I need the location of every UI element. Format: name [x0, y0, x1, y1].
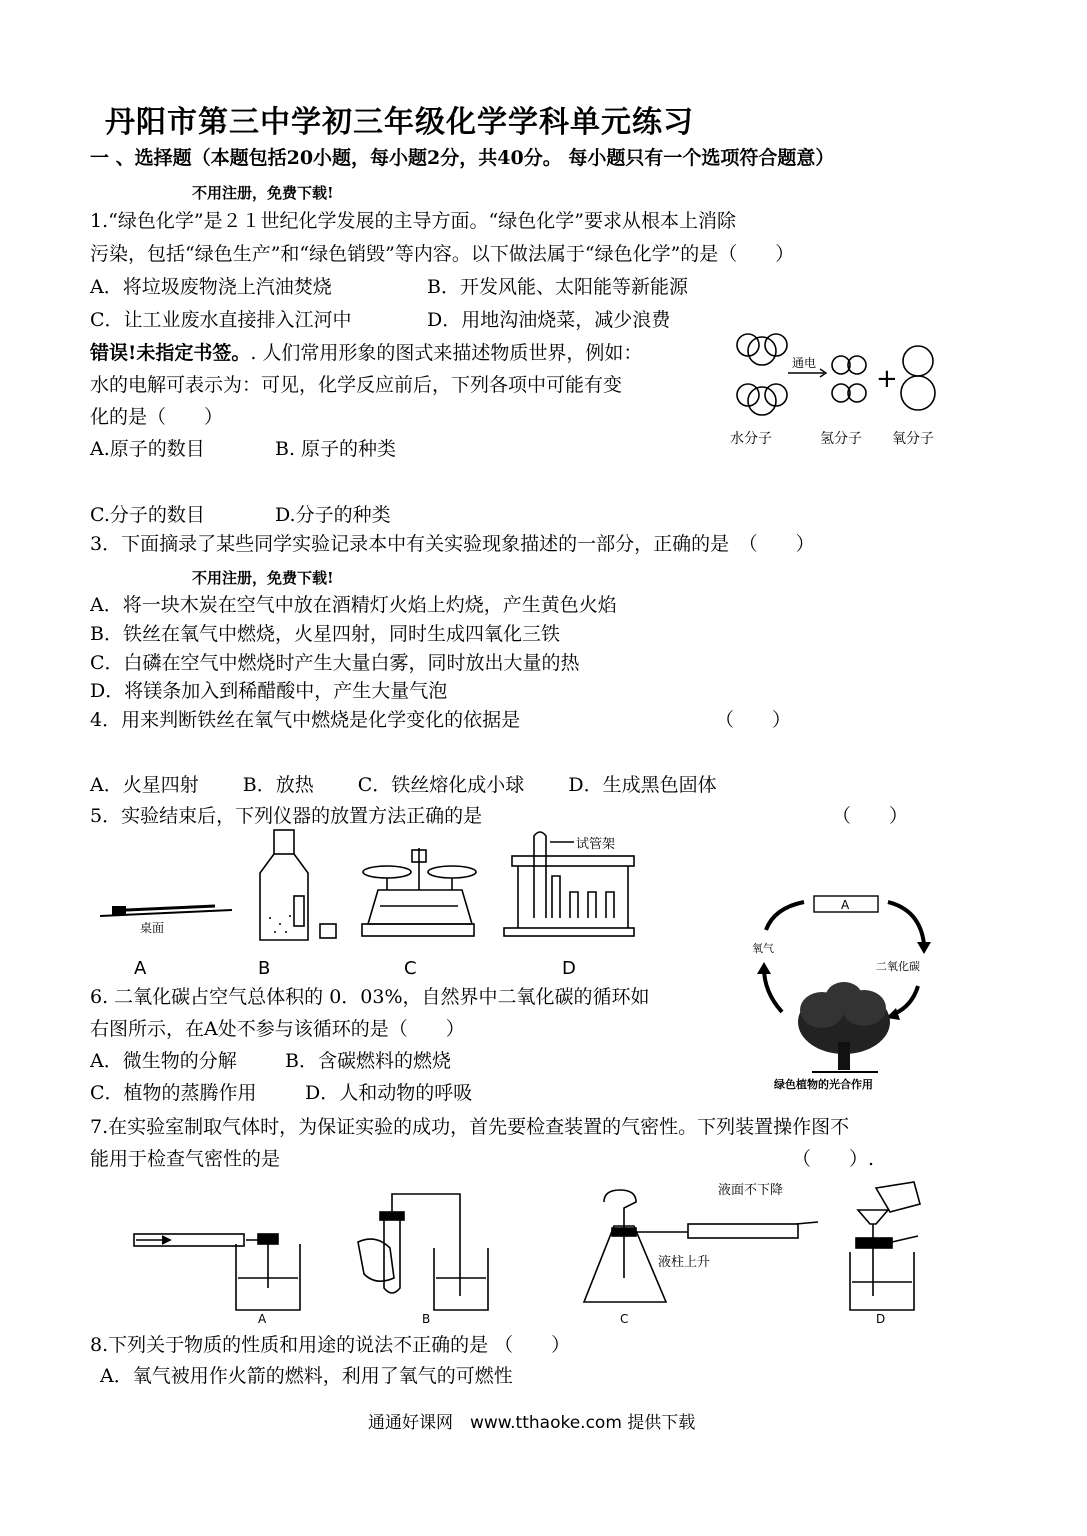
- q2-option-a: A.原子的数目: [90, 438, 205, 460]
- liquid-rise-label: 液柱上升: [658, 1255, 711, 1270]
- q6-stem-line2: 右图所示，在A处不参与该循环的是（ ）: [90, 1018, 465, 1040]
- q3-option-c: C．白磷在空气中燃烧时产生大量白雾，同时放出大量的热: [90, 652, 580, 674]
- q2-option-d: D.分子的种类: [275, 504, 391, 526]
- q5-label-d: D: [562, 958, 576, 978]
- co2-label: 二氧化碳: [876, 960, 920, 973]
- carbon-cycle-diagram: [752, 882, 952, 1094]
- hydrogen-molecule-label: 氢分子: [820, 431, 862, 447]
- q1-option-c: C．让工业废水直接排入江河中: [90, 309, 352, 331]
- device-b: [358, 1194, 488, 1326]
- desk-label: 桌面: [140, 921, 165, 935]
- q3-option-d: D．将镁条加入到稀醋酸中，产生大量气泡: [90, 680, 448, 702]
- q6-option-a: A．微生物的分解: [90, 1050, 237, 1072]
- q6-stem-line1: 6. 二氧化碳占空气总体积的 0．03%，自然界中二氧化碳的循环如: [90, 986, 650, 1008]
- q1-option-a: A．将垃圾废物浇上汽油焚烧: [90, 276, 332, 298]
- q1-stem-line1: 1.“绿色化学”是２１世纪化学发展的主导方面。“绿色化学”要求从根本上消除: [90, 210, 736, 232]
- q7-answer-blank: （ ）.: [792, 1148, 875, 1170]
- device-a: [134, 1234, 300, 1326]
- q5-label-b: B: [258, 958, 271, 978]
- q7-label-b: B: [422, 1312, 431, 1326]
- section-heading: 一 、选择题（本题包括20小题，每小题2分，共40分。 每小题只有一个选项符合题意）: [90, 147, 835, 169]
- q7-airtightness-figure: [128, 1178, 938, 1328]
- water-molecule-label: 水分子: [730, 431, 772, 447]
- device-d: [718, 1182, 920, 1326]
- page-title: 丹阳市第三中学初三年级化学学科单元练习: [105, 105, 694, 140]
- q5-label-a: A: [134, 958, 147, 978]
- device-c: [584, 1190, 818, 1326]
- q3-stem: 3．下面摘录了某些同学实验记录本中有关实验现象描述的一部分，正确的是 （ ）: [90, 533, 815, 555]
- q7-stem-line1: 7.在实验室制取气体时，为保证实验的成功，首先要检查装置的气密性。下列装置操作图不: [90, 1116, 850, 1138]
- cycle-box-a: A: [841, 898, 850, 912]
- q6-option-c: C．植物的蒸腾作用: [90, 1082, 257, 1104]
- reagent-bottle: [260, 830, 336, 940]
- balance: [362, 848, 476, 936]
- q2-stem-line1: [90, 341, 642, 365]
- q5-apparatus-figure: [100, 828, 645, 978]
- download-notice: 不用注册，免费下载!: [192, 184, 334, 202]
- electrolysis-diagram: [728, 325, 958, 455]
- q2-stem-line3: 化的是（ ）: [90, 406, 224, 428]
- q2-option-b: B. 原子的种类: [275, 438, 397, 460]
- dropper-on-desk: [100, 906, 232, 935]
- q5-stem: 5．实验结束后，下列仪器的放置方法正确的是: [90, 805, 483, 827]
- page-footer: 通通好课网 www.tthaoke.com 提供下载: [368, 1413, 696, 1433]
- bookmark-error: 错误!未指定书签。: [90, 342, 251, 364]
- q3-option-a: A．将一块木炭在空气中放在酒精灯火焰上灼烧，产生黄色火焰: [90, 594, 617, 616]
- q7-label-d: D: [876, 1312, 886, 1326]
- no-drop-label: 液面不下降: [718, 1183, 784, 1198]
- q7-label-a: A: [258, 1312, 267, 1326]
- rack-label: 试管架: [576, 837, 616, 852]
- q2-option-c: C.分子的数目: [90, 504, 205, 526]
- q2-stem-text: . 人们常用形象的图式来描述物质世界，例如：: [250, 342, 643, 364]
- q4-answer-blank: （ ）: [715, 709, 792, 731]
- electrolysis-arrow-label: 通电: [792, 356, 817, 370]
- q3-option-b: B．铁丝在氧气中燃烧，火星四射，同时生成四氧化三铁: [90, 623, 560, 645]
- q7-label-c: C: [620, 1312, 629, 1326]
- q1-stem-line2: 污染，包括“绿色生产”和“绿色销毁”等内容。以下做法属于“绿色化学”的是（ ）: [90, 243, 795, 265]
- q4-stem: 4．用来判断铁丝在氧气中燃烧是化学变化的依据是: [90, 709, 521, 731]
- q2-stem-line2: 水的电解可表示为：可见，化学反应前后，下列各项中可能有变: [90, 374, 623, 396]
- photosynthesis-caption: 绿色植物的光合作用: [774, 1078, 873, 1091]
- q5-label-c: C: [404, 958, 417, 978]
- q1-option-b: B．开发风能、太阳能等新能源: [427, 276, 688, 298]
- q4-options: A．火星四射 B．放热 C．铁丝熔化成小球 D．生成黑色固体: [90, 774, 717, 796]
- oxygen-molecule-label: 氧分子: [892, 431, 934, 447]
- q5-answer-blank: （ ）: [832, 805, 909, 827]
- tree-icon: [798, 982, 890, 1072]
- q7-stem-line2: 能用于检查气密性的是: [90, 1148, 281, 1170]
- q6-option-d: D．人和动物的呼吸: [305, 1082, 473, 1104]
- oxygen-label: 氧气: [752, 942, 774, 955]
- download-notice-2: 不用注册，免费下载!: [192, 569, 334, 587]
- plus-sign: +: [876, 364, 898, 394]
- q8-option-a: A．氧气被用作火箭的燃料，利用了氧气的可燃性: [100, 1365, 513, 1387]
- test-tube-rack: [504, 832, 634, 936]
- q8-stem: 8.下列关于物质的性质和用途的说法不正确的是 （ ）: [90, 1334, 571, 1356]
- q1-option-d: D．用地沟油烧菜，减少浪费: [427, 309, 671, 331]
- q6-option-b: B．含碳燃料的燃烧: [285, 1050, 451, 1072]
